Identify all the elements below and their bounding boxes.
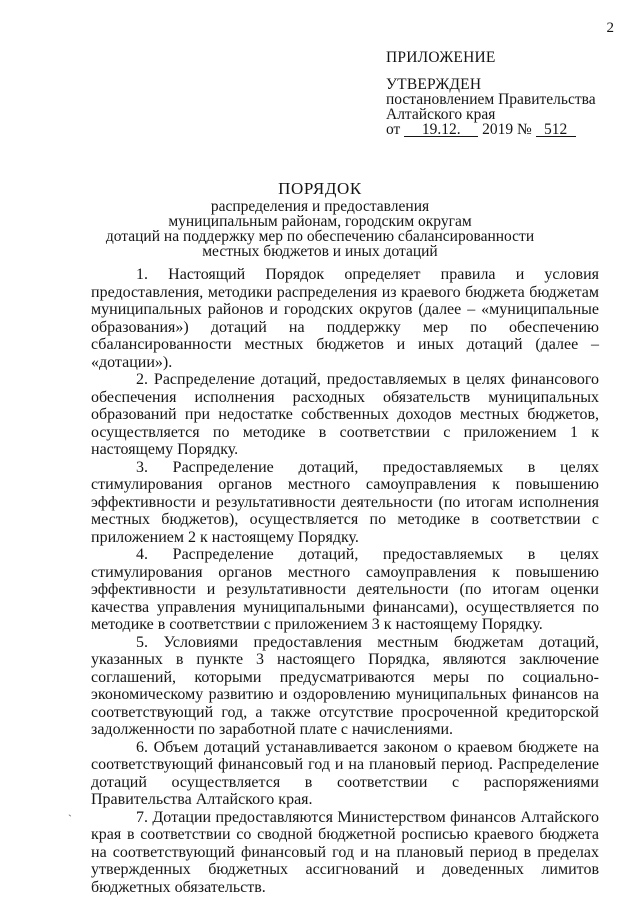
number-sign: № <box>516 121 532 138</box>
appendix-heading: ПРИЛОЖЕНИЕ <box>386 49 496 66</box>
approval-line-2: Алтайского края <box>386 106 496 123</box>
document-title: ПОРЯДОК <box>278 179 362 198</box>
paragraph-1: 1. Настоящий Порядок определяет правила и условия предоставления, методики распределения из краевого бюджета бюджетам муниципальных районов и городских округов (далее – «муниципальные образования») дотаций на поддержку мер по обеспечению сбалансированности местных бюджетов и иных дотаций (далее – «дотации»). <box>91 266 599 371</box>
paragraph-2: 2. Распределение дотаций, предоставляемых в целях финансового обеспечения исполнения расходных обязательств муниципальных образований при недостатке собственных доходов местных бюджетов, осуществляется по методике в соответствии с приложением 1 к настоящему Порядку. <box>91 371 599 458</box>
title-line-2: муниципальным районам, городским округам <box>168 213 472 230</box>
approval-block <box>386 50 596 137</box>
approval-year: 2019 <box>482 121 514 138</box>
title-line-4: местных бюджетов и иных дотаций <box>202 243 438 260</box>
paragraph-5: 5. Условиями предоставления местным бюджетам дотаций, указанных в пункте 3 настоящего Порядка, являются заключение соглашений, которыми предусматриваются меры по социально-экономическому развитию и оздоровлению муниципальных финансов на соответствующий год, а также отсутствие просроченной кредиторской задолженности по заработной плате с начислениями. <box>91 633 599 738</box>
document-title-block <box>0 180 640 259</box>
approval-date: 19.12. <box>404 123 478 137</box>
paragraph-4: 4. Распределение дотаций, предоставляемых в целях стимулирования органов местного самоуправления к повышению эффективности и результативности деятельности (по итогам оценки качества управления муниципальными финансами), осуществляется по методике в соответствии с приложением 3 к настоящему Порядку. <box>91 546 599 633</box>
approved-label: УТВЕРЖДЕН <box>386 76 482 93</box>
approval-date-line <box>386 122 596 137</box>
date-prefix: от <box>386 121 401 138</box>
page-number: 2 <box>606 20 614 36</box>
approval-number: 512 <box>536 123 576 137</box>
document-body <box>91 266 599 896</box>
scan-speck: ` <box>68 812 72 826</box>
approval-line-1: постановлением Правительства <box>386 91 596 108</box>
paragraph-6: 6. Объем дотаций устанавливается законом о краевом бюджете на соответствующий финансовый год и на плановый период. Распределение дотаций осуществляется в соответствии с распоряжениями Правительства Алтайского края. <box>91 738 599 808</box>
title-line-1: распределения и предоставления <box>210 198 430 215</box>
paragraph-7: 7. Дотации предоставляются Министерством финансов Алтайского края в соответствии со сводной бюджетной росписью краевого бюджета на соответствующий финансовый год и на плановый период в пределах утвержденных бюджетных ассигнований и доведенных лимитов бюджетных обязательств. <box>91 808 599 896</box>
title-line-3: дотаций на поддержку мер по обеспечению сбалансированности <box>105 228 535 245</box>
paragraph-3: 3. Распределение дотаций, предоставляемых в целях стимулирования органов местного самоуправления к повышению эффективности и результативности деятельности (по итогам исполнения местных бюджетов), осуществляется по методике в соответствии с приложением 2 к настоящему Порядку. <box>91 458 599 546</box>
